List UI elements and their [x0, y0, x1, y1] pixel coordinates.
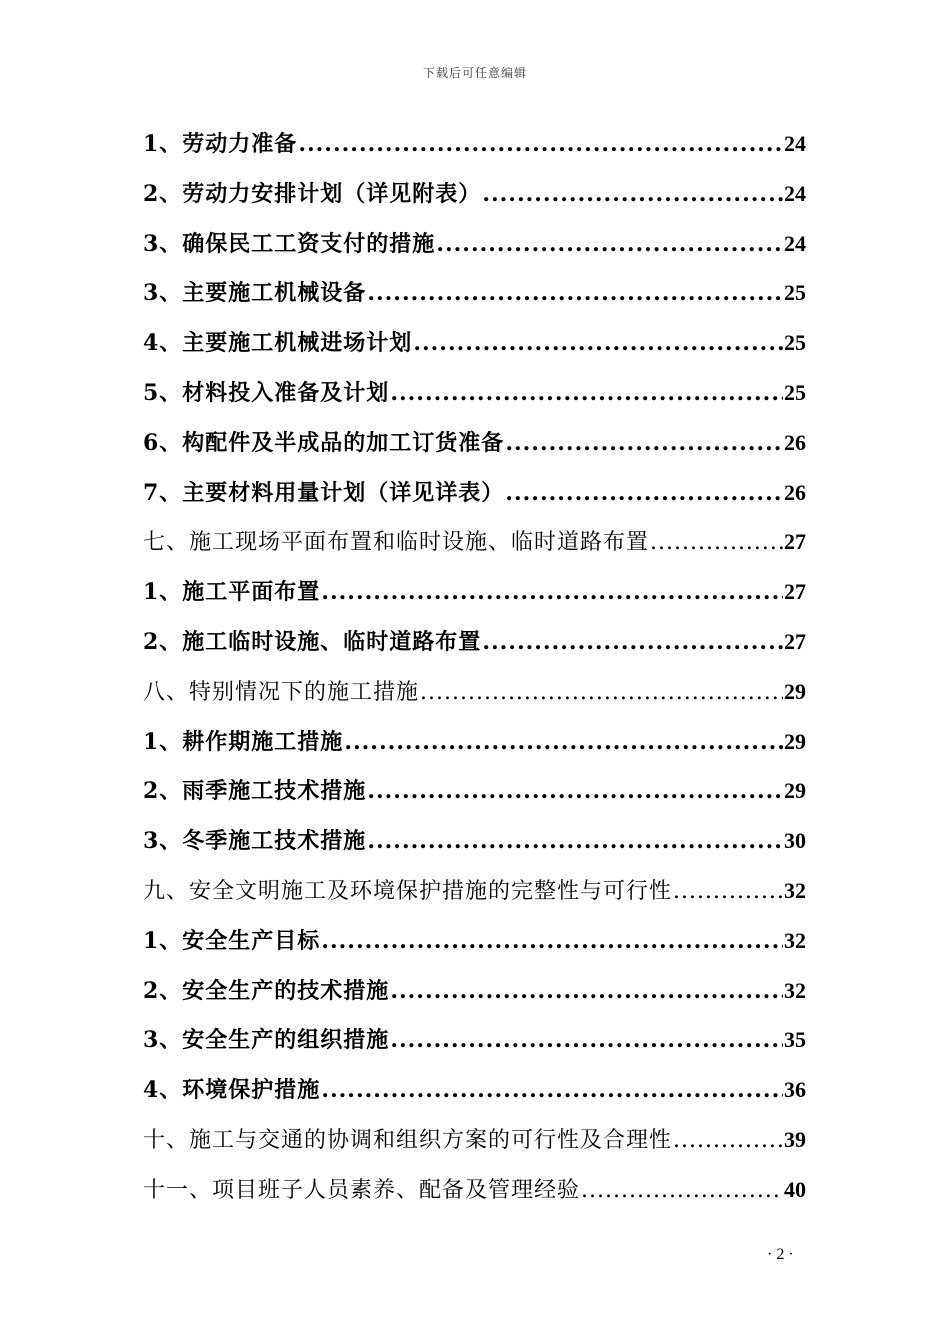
toc-entry-title: 3、安全生产的组织措施 [143, 1027, 390, 1054]
toc-entry-page-number: 35 [784, 1027, 806, 1053]
toc-dot-leader [505, 480, 783, 506]
toc-dot-leader [390, 1027, 783, 1053]
toc-dot-leader [367, 778, 783, 804]
toc-dot-leader [650, 530, 783, 555]
toc-entry[interactable] [143, 525, 806, 575]
toc-entry[interactable] [143, 1023, 806, 1073]
toc-dot-leader [390, 978, 783, 1004]
toc-entry-page-number: 26 [784, 429, 806, 455]
toc-entry-page-number: 24 [784, 230, 806, 256]
toc-dot-leader [436, 231, 783, 257]
toc-entry-title: 九、安全文明施工及环境保护措施的完整性与可行性 [143, 878, 673, 904]
page-header: 下载后可任意编辑 [422, 66, 527, 80]
toc-entry-page-number: 29 [784, 778, 806, 804]
toc-dot-leader [420, 680, 783, 705]
toc-entry-title: 1、耕作期施工措施 [143, 728, 344, 755]
page-number: · 2 · [767, 1246, 794, 1263]
toc-dot-leader [321, 1077, 783, 1103]
toc-entry[interactable] [143, 1123, 806, 1173]
toc-entry[interactable] [143, 874, 806, 924]
toc-dot-leader [505, 430, 783, 456]
toc-entry-title: 十、施工与交通的协调和组织方案的可行性及合理性 [143, 1127, 673, 1153]
toc-entry[interactable] [143, 675, 806, 725]
toc-entry[interactable] [143, 774, 806, 824]
toc-entry-page-number: 36 [784, 1077, 806, 1103]
toc-entry[interactable] [143, 974, 806, 1024]
toc-entry-title: 2、安全生产的技术措施 [143, 977, 390, 1004]
toc-entry-title: 7、主要材料用量计划（详见详表） [143, 479, 505, 506]
toc-entry[interactable] [143, 1173, 806, 1223]
toc-entry-page-number: 25 [784, 280, 806, 306]
toc-dot-leader [344, 729, 783, 755]
toc-dot-leader [482, 629, 783, 655]
toc-dot-leader [390, 380, 783, 406]
toc-entry[interactable] [143, 276, 806, 326]
toc-entry-page-number: 32 [784, 977, 806, 1003]
toc-entry-page-number: 25 [784, 330, 806, 356]
toc-entry-title: 七、施工现场平面布置和临时设施、临时道路布置 [143, 530, 650, 556]
toc-entry[interactable] [143, 1073, 806, 1123]
table-of-contents [143, 127, 806, 1223]
toc-entry-page-number: 25 [784, 379, 806, 405]
toc-entry-page-number: 29 [784, 728, 806, 754]
toc-entry-page-number: 24 [784, 180, 806, 206]
toc-entry-title: 1、劳动力准备 [143, 131, 298, 157]
toc-entry[interactable] [143, 924, 806, 974]
toc-entry-title: 1、施工平面布置 [143, 579, 321, 606]
toc-entry-page-number: 29 [784, 678, 806, 704]
toc-dot-leader [298, 131, 783, 157]
toc-entry[interactable] [143, 625, 806, 675]
toc-entry-page-number: 32 [784, 927, 806, 953]
toc-dot-leader [321, 928, 783, 954]
toc-entry-title: 3、确保民工工资支付的措施 [143, 230, 436, 257]
toc-entry-page-number: 32 [784, 877, 806, 903]
toc-entry[interactable] [143, 725, 806, 775]
toc-entry-title: 6、构配件及半成品的加工订货准备 [143, 429, 505, 456]
toc-dot-leader [673, 879, 783, 904]
toc-entry-page-number: 39 [784, 1126, 806, 1152]
toc-entry[interactable] [143, 127, 806, 177]
toc-dot-leader [673, 1128, 783, 1153]
toc-entry-page-number: 30 [784, 828, 806, 854]
toc-dot-leader [413, 330, 783, 356]
toc-entry-title: 2、施工临时设施、临时道路布置 [143, 628, 482, 655]
toc-entry-title: 5、材料投入准备及计划 [143, 379, 390, 406]
toc-entry-title: 八、特别情况下的施工措施 [143, 679, 420, 705]
toc-entry[interactable] [143, 177, 806, 227]
toc-entry[interactable] [143, 575, 806, 625]
toc-entry-title: 4、环境保护措施 [143, 1077, 321, 1104]
toc-entry[interactable] [143, 376, 806, 426]
toc-dot-leader [367, 280, 783, 306]
toc-entry-page-number: 27 [784, 579, 806, 605]
toc-dot-leader [581, 1178, 783, 1203]
toc-entry-title: 2、雨季施工技术措施 [143, 778, 367, 805]
toc-entry[interactable] [143, 326, 806, 376]
toc-entry-title: 十一、项目班子人员素养、配备及管理经验 [143, 1177, 581, 1203]
toc-entry-page-number: 26 [784, 479, 806, 505]
toc-entry-title: 3、冬季施工技术措施 [143, 828, 367, 855]
toc-entry-page-number: 27 [784, 529, 806, 555]
toc-dot-leader [321, 579, 783, 605]
toc-entry-title: 3、主要施工机械设备 [143, 280, 367, 307]
toc-entry-title: 1、安全生产目标 [143, 927, 321, 954]
toc-entry-title: 4、主要施工机械进场计划 [143, 330, 413, 357]
toc-entry[interactable] [143, 476, 806, 526]
toc-entry[interactable] [143, 426, 806, 476]
toc-entry[interactable] [143, 824, 806, 874]
toc-entry-page-number: 40 [784, 1176, 806, 1202]
toc-dot-leader [482, 181, 783, 207]
toc-entry-page-number: 24 [784, 131, 806, 156]
toc-dot-leader [367, 828, 783, 854]
toc-entry-title: 2、劳动力安排计划（详见附表） [143, 180, 482, 207]
toc-entry-page-number: 27 [784, 628, 806, 654]
toc-entry[interactable] [143, 227, 806, 277]
